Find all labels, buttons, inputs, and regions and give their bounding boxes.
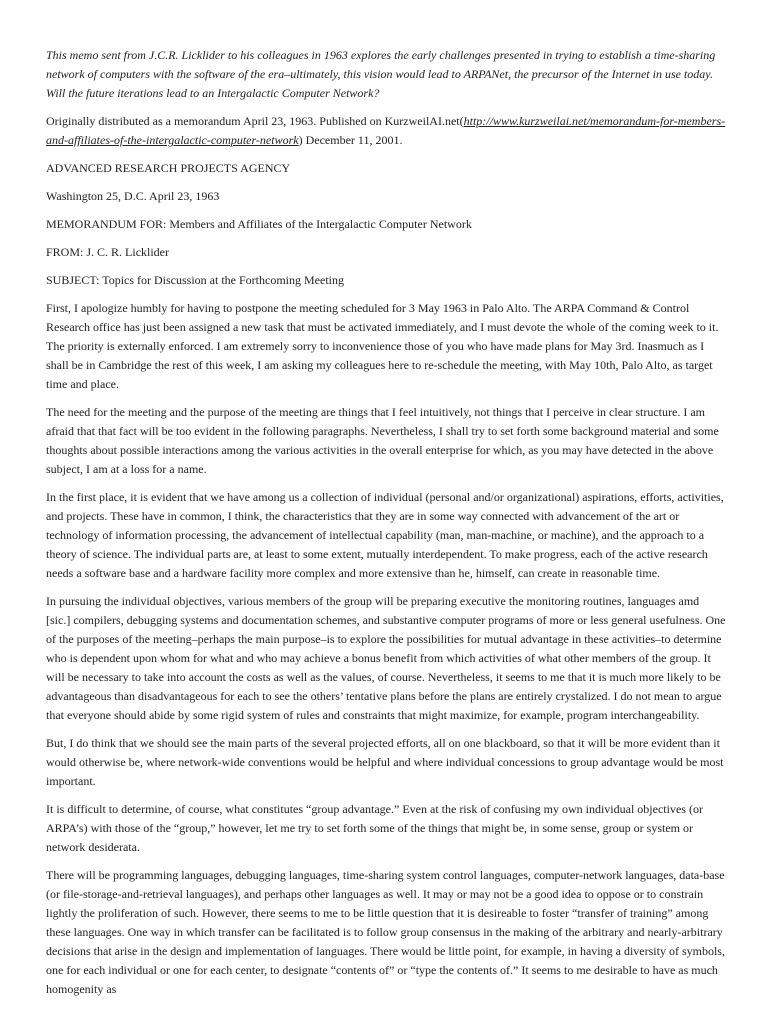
body-paragraph: There will be programming languages, debugging languages, time-sharing system control languages, computer-network languages, data-base (or file-storage-and-retrieval languages), and perhaps other languages as well. It may or may not be a good idea to oppose or to constrain lightly the proliferation of such. However, there seems to me to be little question that it is desireable to foster “transfer of training” among these languages. One way in which transfer can be facilitated is to follow group consensus in the making of the arbitrary and nearly-arbitrary decisions that arise in the design and implementation of languages. There would be little point, for example, in having a diversity of symbols, one for each individual or one for each center, to designate “contents of” or “type the contents of.” It seems to me desirable to have as much homogenity as: [46, 868, 725, 996]
body-paragraph: In pursuing the individual objectives, various members of the group will be preparing executive the monitoring routines, languages amd [sic.] compilers, debugging systems and documentation schemes, and substantive computer programs of more or less general usefulness. One of the purposes of the meeting–perhaps the main purpose–is to explore the possibilities for mutual advantage in these activities–to determine who is dependent upon whom for what and who may achieve a bonus benefit from which activities of what other members of the group. It will be necessary to take into account the costs as well as the values, of course. Nevertheless, it seems to me that it is much more likely to be advantageous than disadvantageous for each to see the others’ tentative plans before the plans are entirely crystalized. I do not mean to argue that everyone should abide by some rigid system of rules and constraints that might maximize, for example, program interchangeability.: [46, 594, 726, 722]
source-link[interactable]: http://www.kurzweilai.net/memorandum-for-members-and-affiliates-of-the-intergalactic-computer-network: [46, 114, 726, 147]
intro-paragraph: This memo sent from J.C.R. Licklider to his colleagues in 1963 explores the early challenges presented in trying to establish a time-sharing network of computers with the software of the era–ultimately, this vision would lead to ARPANet, the precursor of the Internet in use today. Will the future iterations lead to an Intergalactic Computer Network?: [46, 48, 716, 100]
body-paragraph: It is difficult to determine, of course, what constitutes “group advantage.” Even at the risk of confusing my own individual objectives (or ARPA’s) with those of the “group,” however, let me try to set forth some of the things that might be, in some sense, group or system or network desiderata.: [46, 802, 703, 854]
body-paragraph: But, I do think that we should see the main parts of the several projected efforts, all on one blackboard, so that it will be more evident than it would otherwise be, where network-wide conventions would be helpful and where individual concessions to group advantage would be most important.: [46, 736, 724, 788]
source-suffix: ) December 11, 2001.: [298, 133, 403, 147]
source-prefix: Originally distributed as a memorandum April 23, 1963. Published on KurzweilAI.net(: [46, 114, 464, 128]
memo-subject: SUBJECT: Topics for Discussion at the Forthcoming Meeting: [46, 273, 344, 287]
memo-from: FROM: J. C. R. Licklider: [46, 245, 170, 259]
agency-heading: ADVANCED RESEARCH PROJECTS AGENCY: [46, 161, 291, 175]
memo-for: MEMORANDUM FOR: Members and Affiliates of the Intergalactic Computer Network: [46, 217, 472, 231]
body-paragraph: In the first place, it is evident that we have among us a collection of individual (personal and/or organizational) aspirations, efforts, activities, and projects. These have in common, I think, the characteristics that they are in some way connected with advancement of the art or technology of information processing, the advancement of intellectual capability (man, man-machine, or machine), and the approach to a theory of science. The individual parts are, at least to some extent, mutually interdependent. To make progress, each of the active research needs a software base and a hardware facility more complex and more extensive than he, himself, can create in reasonable time.: [46, 490, 724, 580]
memo-article: [46, 46, 726, 1008]
body-paragraph: First, I apologize humbly for having to postpone the meeting scheduled for 3 May 1963 in Palo Alto. The ARPA Command & Control Research office has just been assigned a new task that must be activated immediately, and I must devote the whole of the coming week to it. The priority is externally enforced. I am extremely sorry to inconvenience those of you who have made plans for May 3rd. Inasmuch as I shall be in Cambridge the rest of this week, I am asking my colleagues here to re-schedule the meeting, with May 10th, Palo Alto, as target time and place.: [46, 301, 719, 391]
source-note: [46, 112, 726, 150]
place-date: Washington 25, D.C. April 23, 1963: [46, 189, 220, 203]
body-paragraph: The need for the meeting and the purpose of the meeting are things that I feel intuitively, not things that I perceive in clear structure. I am afraid that that fact will be too evident in the following paragraphs. Nevertheless, I shall try to set forth some background material and some thoughts about possible interactions among the various activities in the overall enterprise for which, as you may have detected in the above subject, I am at a loss for a name.: [46, 405, 719, 476]
